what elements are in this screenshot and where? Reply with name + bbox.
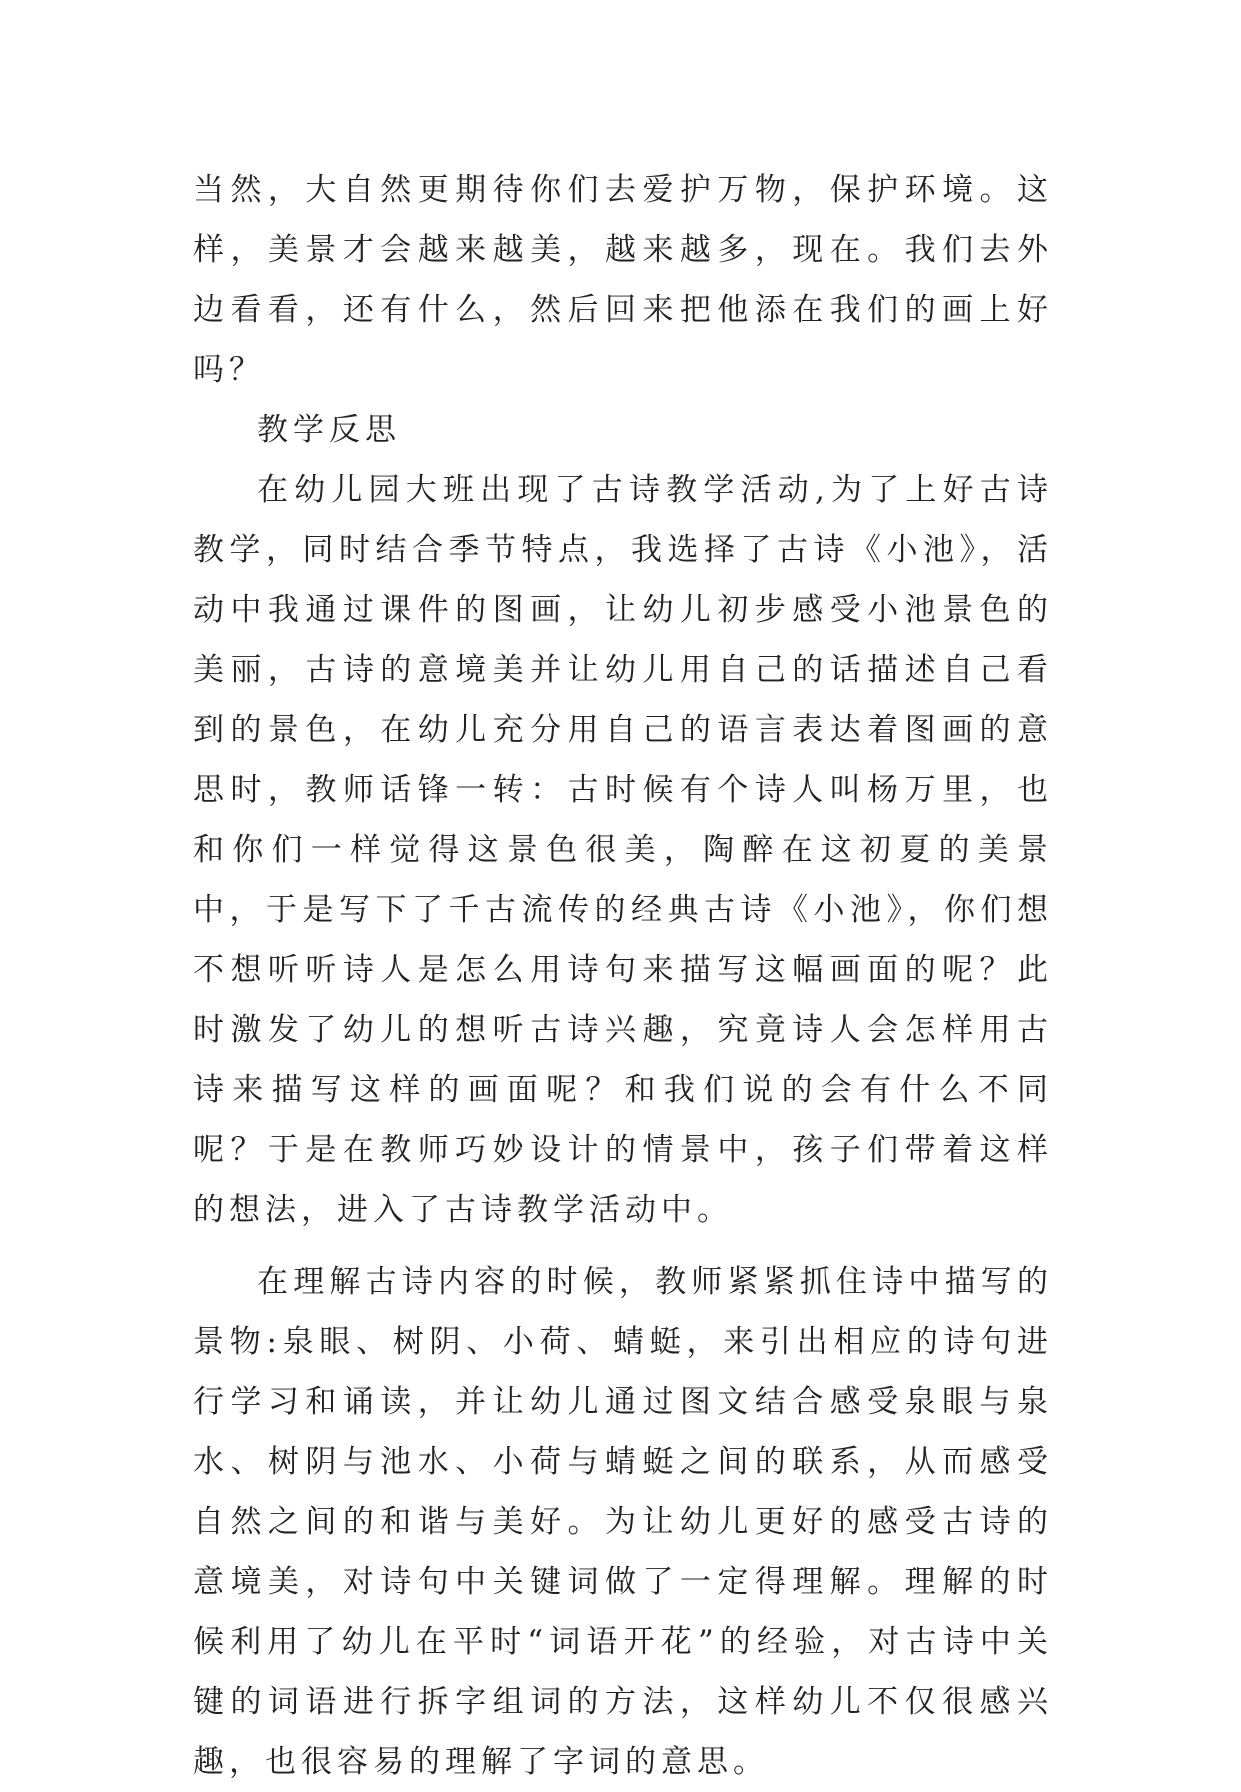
paragraph-reflection-understanding: 在理解古诗内容的时候，教师紧紧抓住诗中描写的景物:泉眼、树阴、小荷、蜻蜓，来引出相应的诗句进行学习和诵读，并让幼儿通过图文结合感受泉眼与泉水、树阴与池水、小荷与蜻蜓之间的联系，从而感受自然之间的和谐与美好。为让幼儿更好的感受古诗的意境美，对诗句中关键词做了一定得理解。理解的时候利用了幼儿在平时“词语开花”的经验，对古诗中关键的词语进行拆字组词的方法，这样幼儿不仅很感兴趣，也很容易的理解了字词的意思。 [193, 1264, 1053, 1780]
section-heading-teaching-reflection: 教学反思 [257, 412, 401, 448]
paragraph-reflection-intro: 在幼儿园大班出现了古诗教学活动,为了上好古诗教学，同时结合季节特点，我选择了古诗《小池》，活动中我通过课件的图画，让幼儿初步感受小池景色的美丽，古诗的意境美并让幼儿用自己的话描述自己看到的景色，在幼儿充分用自己的语言表达着图画的意思时，教师话锋一转：古时候有个诗人叫杨万里，也和你们一样觉得这景色很美，陶醉在这初夏的美景中，于是写下了千古流传的经典古诗《小池》，你们想不想听听诗人是怎么用诗句来描写这幅画面的呢？此时激发了幼儿的想听古诗兴趣，究竟诗人会怎样用古诗来描写这样的画面呢？和我们说的会有什么不同呢？于是在教师巧妙设计的情景中，孩子们带着这样的想法，进入了古诗教学活动中。 [193, 472, 1053, 1228]
document-body [193, 160, 1053, 1792]
paragraph-closing-dialogue: 当然，大自然更期待你们去爱护万物，保护环境。这样，美景才会越来越美，越来越多，现在。我们去外边看看，还有什么，然后回来把他添在我们的画上好吗？ [193, 172, 1053, 388]
